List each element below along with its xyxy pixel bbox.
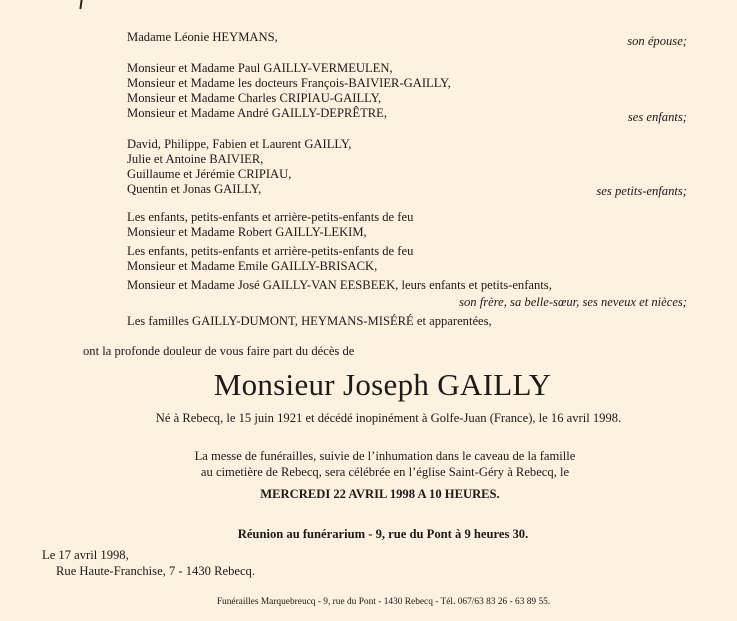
sender-address: Rue Haute-Franchise, 7 - 1430 Rebecq. <box>56 564 255 578</box>
stray-ink-mark <box>79 0 82 9</box>
relatives-line: Les enfants, petits-enfants et arrière-petits-enfants de feu <box>127 210 414 224</box>
funeral-home-footer: Funérailles Marquebreucq - 9, rue du Pont - 1430 Rebecq - Tél. 067/63 83 26 - 63 89 55. <box>216 597 551 607</box>
child-line: Monsieur et Madame Paul GAILLY-VERMEULEN, <box>127 61 393 75</box>
grandchild-line: David, Philippe, Fabien et Laurent GAILLY, <box>127 137 352 151</box>
children-relation: ses enfants; <box>627 110 687 124</box>
spouse-name: Madame Léonie HEYMANS, <box>127 30 278 44</box>
child-line: Monsieur et Madame les docteurs François-BAIVIER-GAILLY, <box>127 76 451 90</box>
relatives-relation: son frère, sa belle-sœur, ses neveux et nièces; <box>459 295 687 309</box>
announcement-text: ont la profonde douleur de vous faire part du décès de <box>83 344 355 358</box>
grandchild-line: Quentin et Jonas GAILLY, <box>127 182 262 196</box>
relatives-line: Monsieur et Madame Robert GAILLY-LEKIM, <box>127 225 367 239</box>
gathering-info: Réunion au funérarium - 9, rue du Pont à 9 heures 30. <box>237 527 529 541</box>
deceased-name: Monsieur Joseph GAILLY <box>213 367 552 402</box>
relatives-line: Les enfants, petits-enfants et arrière-petits-enfants de feu <box>127 244 414 258</box>
funeral-line-2: au cimetière de Rebecq, sera célébrée en l’église Saint-Géry à Rebecq, le <box>200 465 570 479</box>
grandchild-line: Julie et Antoine BAIVIER, <box>127 152 264 166</box>
spouse-relation: son épouse; <box>627 34 687 48</box>
grandchildren-relation: ses petits-enfants; <box>596 184 687 198</box>
funeral-line-1: La messe de funérailles, suivie de l’inhumation dans le caveau de la famille <box>194 449 576 463</box>
sender-date: Le 17 avril 1998, <box>42 548 129 562</box>
birth-death-line: Né à Rebecq, le 15 juin 1921 et décédé inopinément à Golfe-Juan (France), le 16 avril 1998. <box>155 411 622 425</box>
families-line: Les familles GAILLY-DUMONT, HEYMANS-MISÉRÉ et apparentées, <box>127 314 492 328</box>
relatives-line: Monsieur et Madame José GAILLY-VAN EESBEEK, leurs enfants et petits-enfants, <box>127 278 552 292</box>
child-line: Monsieur et Madame André GAILLY-DEPRÊTRE, <box>127 106 388 120</box>
funeral-datetime: MERCREDI 22 AVRIL 1998 A 10 HEURES. <box>260 487 500 501</box>
relatives-line: Monsieur et Madame Emile GAILLY-BRISACK, <box>127 259 378 273</box>
child-line: Monsieur et Madame Charles CRIPIAU-GAILLY, <box>127 91 382 105</box>
grandchild-line: Guillaume et Jérémie CRIPIAU, <box>127 167 292 181</box>
